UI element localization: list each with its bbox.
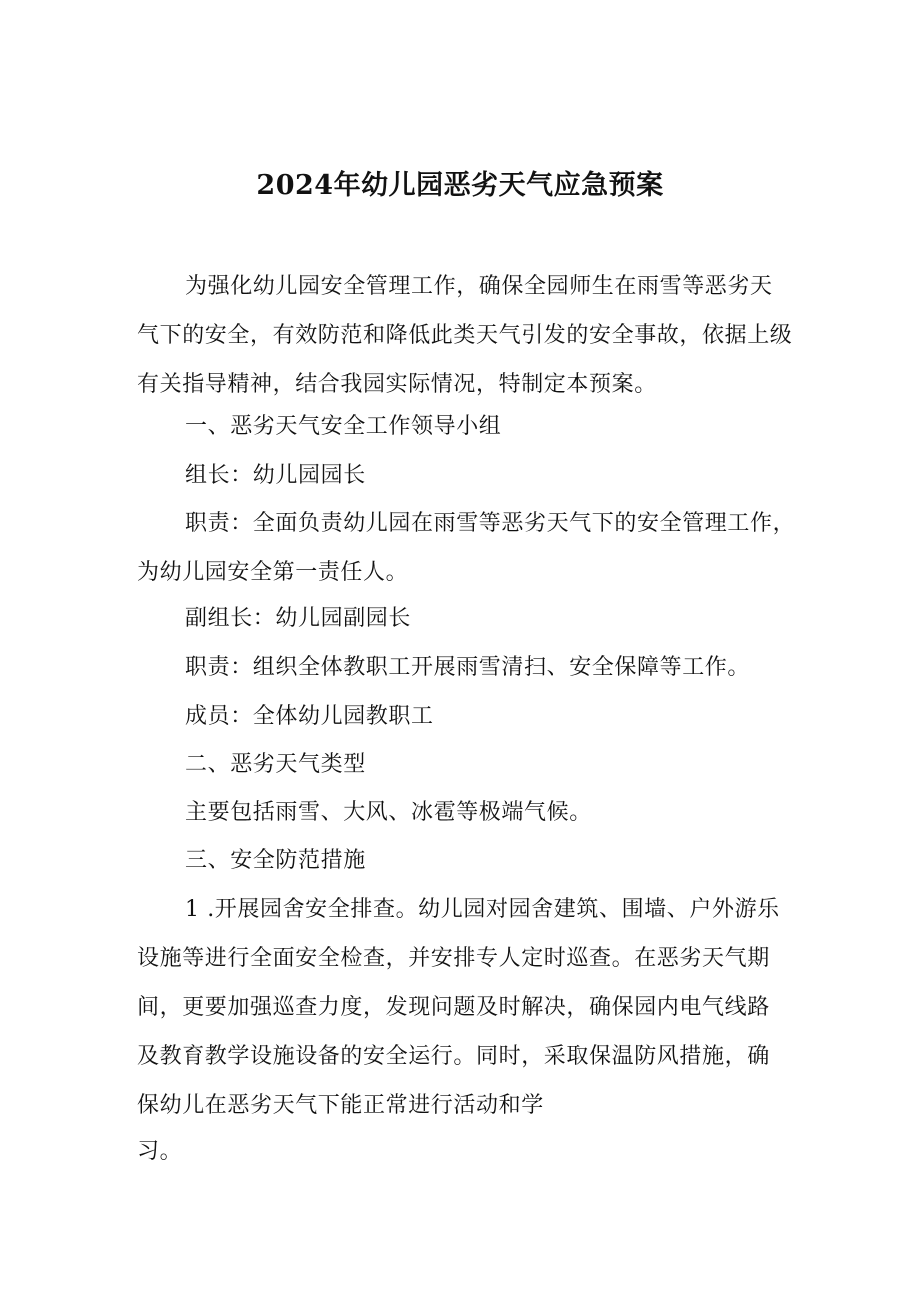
intro-line: 为强化幼儿园安全管理工作，确保全园师生在雨雪等恶劣天 xyxy=(185,274,773,299)
measure1-line: 间，更要加强巡查力度，发现问题及时解决，确保园内电气线路 xyxy=(137,995,770,1020)
section2-heading-text: 二、恶劣天气类型 xyxy=(185,752,366,777)
measure1-paragraph xyxy=(137,885,797,1174)
weather-types-paragraph xyxy=(137,788,797,837)
leader-paragraph xyxy=(137,451,797,500)
members-paragraph xyxy=(137,692,797,741)
document-title: 2024年幼儿园恶劣天气应急预案 xyxy=(256,170,664,201)
members-text: 成员：全体幼儿园教职工 xyxy=(185,704,434,729)
intro-line: 气下的安全，有效防范和降低此类天气引发的安全事故，依据上级 xyxy=(137,323,793,348)
deputy-leader-paragraph xyxy=(137,594,797,643)
section1-heading xyxy=(137,402,797,451)
section3-heading-text: 三、安全防范措施 xyxy=(185,848,366,873)
section2-heading xyxy=(137,740,797,789)
leader-text: 组长：幼儿园园长 xyxy=(185,463,366,488)
intro-paragraph xyxy=(137,262,797,409)
intro-line: 有关指导精神，结合我园实际情况，特制定本预案。 xyxy=(137,372,657,397)
measure1-line: 设施等进行全面安全检查，并安排专人定时巡查。在恶劣天气期 xyxy=(137,946,770,971)
section1-heading-text: 一、恶劣天气安全工作领导小组 xyxy=(185,414,502,439)
leader-duty-paragraph xyxy=(137,499,797,597)
leader-duty-line: 职责：全面负责幼儿园在雨雪等恶劣天气下的安全管理工作， xyxy=(185,511,796,536)
measure1-line: 1 .开展园舍安全排查。幼儿园对园舍建筑、围墙、户外游乐 xyxy=(185,897,780,922)
leader-duty-line: 为幼儿园安全第一责任人。 xyxy=(137,560,409,585)
section3-heading xyxy=(137,836,797,885)
measure1-line: 习。 xyxy=(137,1139,183,1164)
deputy-duty-paragraph xyxy=(137,643,797,692)
measure1-line: 保幼儿在恶劣天气下能正常进行活动和学 xyxy=(137,1093,544,1118)
weather-types-text: 主要包括雨雪、大风、冰雹等极端气候。 xyxy=(185,800,592,825)
deputy-leader-text: 副组长：幼儿园副园长 xyxy=(185,606,412,631)
measure1-line: 及教育教学设施设备的安全运行。同时，采取保温防风措施，确 xyxy=(137,1044,770,1069)
deputy-duty-text: 职责：组织全体教职工开展雨雪清扫、安全保障等工作。 xyxy=(185,655,751,680)
